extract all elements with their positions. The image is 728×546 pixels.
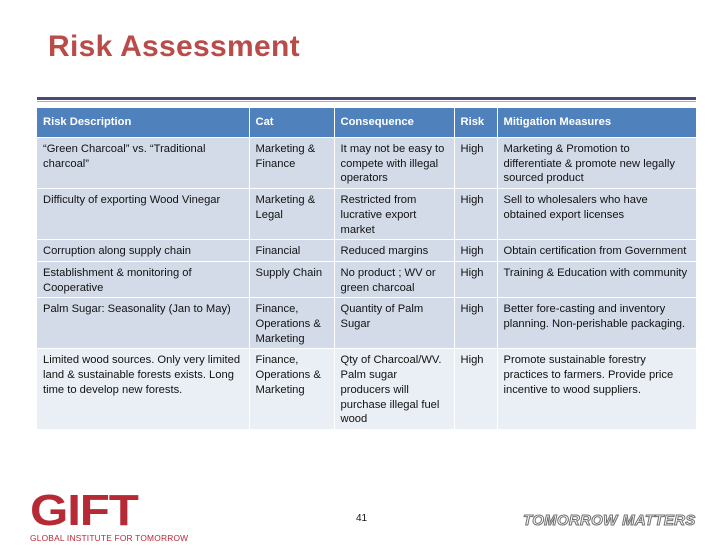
cell-risk-description: Limited wood sources. Only very limited land & sustainable forests exists. Long time to develop new forests.	[37, 349, 249, 429]
cell-cat: Marketing & Legal	[249, 189, 334, 240]
cell-mitigation: Obtain certification from Government	[497, 240, 696, 262]
table-row	[37, 261, 696, 297]
cell-consequence: Reduced margins	[334, 240, 454, 262]
tomorrow-matters-tagline: TOMORROW MATTERS	[523, 512, 696, 529]
header-risk: Risk	[454, 108, 497, 138]
cell-cat: Financial	[249, 240, 334, 262]
cell-cat: Supply Chain	[249, 261, 334, 297]
table-row	[37, 349, 696, 429]
title-divider-thin	[37, 101, 696, 102]
cell-consequence: Restricted from lucrative export market	[334, 189, 454, 240]
page-number: 41	[356, 513, 368, 524]
table-row	[37, 189, 696, 240]
cell-cat: Finance, Operations & Marketing	[249, 298, 334, 349]
cell-consequence: It may not be easy to compete with illegal operators	[334, 138, 454, 189]
cell-risk-description: “Green Charcoal” vs. “Traditional charcoal”	[37, 138, 249, 189]
cell-mitigation: Better fore-casting and inventory planning. Non-perishable packaging.	[497, 298, 696, 349]
title-divider	[37, 97, 696, 100]
cell-mitigation: Sell to wholesalers who have obtained export licenses	[497, 189, 696, 240]
cell-cat: Finance, Operations & Marketing	[249, 349, 334, 429]
cell-cat: Marketing & Finance	[249, 138, 334, 189]
cell-mitigation: Marketing & Promotion to differentiate & promote new legally sourced product	[497, 138, 696, 189]
cell-mitigation: Training & Education with community	[497, 261, 696, 297]
cell-consequence: No product ; WV or green charcoal	[334, 261, 454, 297]
cell-consequence: Qty of Charcoal/WV. Palm sugar producers will purchase illegal fuel wood	[334, 349, 454, 429]
slide-title: Risk Assessment	[48, 30, 300, 63]
cell-risk-description: Establishment & monitoring of Cooperative	[37, 261, 249, 297]
table-row	[37, 138, 696, 189]
cell-risk: High	[454, 189, 497, 240]
header-risk-description: Risk Description	[37, 108, 249, 138]
header-consequence: Consequence	[334, 108, 454, 138]
header-cat: Cat	[249, 108, 334, 138]
risk-table	[37, 108, 696, 429]
cell-consequence: Quantity of Palm Sugar	[334, 298, 454, 349]
cell-mitigation: Promote sustainable forestry practices to farmers. Provide price incentive to wood suppliers.	[497, 349, 696, 429]
cell-risk: High	[454, 240, 497, 262]
table-row	[37, 298, 696, 349]
header-mitigation-measures: Mitigation Measures	[497, 108, 696, 138]
cell-risk: High	[454, 261, 497, 297]
gift-logo	[28, 486, 268, 543]
cell-risk: High	[454, 349, 497, 429]
cell-risk: High	[454, 298, 497, 349]
table-row	[37, 240, 696, 262]
cell-risk-description: Palm Sugar: Seasonality (Jan to May)	[37, 298, 249, 349]
gift-logo-subtitle: GLOBAL INSTITUTE FOR TOMORROW	[30, 533, 189, 543]
gift-logo-word: GIFT	[30, 486, 138, 535]
cell-risk: High	[454, 138, 497, 189]
cell-risk-description: Corruption along supply chain	[37, 240, 249, 262]
table-header-row	[37, 108, 696, 138]
cell-risk-description: Difficulty of exporting Wood Vinegar	[37, 189, 249, 240]
